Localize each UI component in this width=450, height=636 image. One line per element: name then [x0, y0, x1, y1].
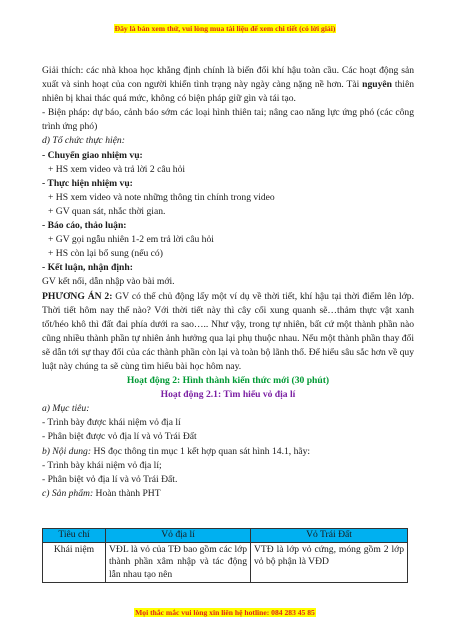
header-earth-crust: Vỏ Trái Đất	[251, 529, 408, 543]
cell-geographic-shell: VĐL là vỏ của TĐ bao gồm các lớp thành phần xâm nhập và tác động lẫn nhau tạo nên	[106, 542, 251, 583]
preview-notice-banner	[0, 24, 450, 33]
table-row	[43, 542, 408, 583]
step-report-item: + GV gọi ngẫu nhiên 1-2 em trả lời câu hỏi	[48, 234, 214, 246]
hotline-text: Mọi thắc mắc vui lòng xin liên hệ hotline: 084 283 45 85	[135, 608, 315, 617]
step-perform-item: + HS xem video và note những thông tin chính trong video	[48, 191, 275, 203]
explanation-bold-word: nguyên	[362, 79, 392, 91]
option-2-label: PHƯƠNG ÁN 2:	[42, 290, 113, 302]
step-perform-item: + GV quan sát, nhắc thời gian.	[48, 205, 166, 217]
explanation-text-b: thiên nhiên bị khai thác quá mức, không có biện pháp giữ gìn và tái tạo.	[42, 79, 414, 105]
table-header-row	[43, 529, 408, 543]
product-paragraph	[42, 487, 414, 501]
explanation-paragraph	[42, 64, 414, 106]
goal-item: - Trình bày được khái niệm vỏ địa lí	[42, 417, 181, 429]
step-conclude-title: - Kết luận, nhận định:	[42, 262, 133, 274]
step-report-title: - Báo cáo, thảo luận:	[42, 220, 127, 232]
content-item: - Phân biệt vỏ địa lí và vỏ Trái Đất.	[42, 473, 178, 485]
header-criterion: Tiêu chí	[43, 529, 106, 543]
cell-criterion: Khái niệm	[43, 542, 106, 583]
step-perform-title: - Thực hiện nhiệm vụ:	[42, 177, 133, 189]
content-item: - Trình bày khái niệm vỏ địa lí;	[42, 459, 162, 471]
explanation-text-a: Giải thích: các nhà khoa học khẳng định chính là biến đổi khí hậu toàn cầu. Các hoạt động sản xuất và sinh hoạt của con người khiến tình trạng này ngày càng nặng nề hơn. Tài	[42, 65, 414, 91]
product-text: Hoàn thành PHT	[93, 487, 161, 499]
preview-notice-text: Đây là bản xem thử, vui lòng mua tài liệu để xem chi tiết (có lời giải)	[114, 24, 336, 33]
step-conclude-text: GV kết nối, dẫn nhập vào bài mới.	[42, 276, 175, 288]
option-2-text: GV có thể chủ động lấy một ví dụ về thời tiết, khí hậu tại thời điểm lên lớp. Thời tiết hôm nay thế nào? Với thời tiết này thì cây cối xung quanh sẽ…thảm thực vật xanh tốt/héo khô thì đất đai phía dưới ra sao….. Như vậy, trong tự nhiên, bất cứ một thành phần nào cũng nhiều thành phần tự nhiên ảnh hưởng qua lại phụ thuộc nhau. Nếu một thành phần thay đổi sẽ dẫn tới sự thay đổi của các thành phần còn lại và toàn bộ lãnh thổ. Để hiểu sâu sắc hơn về quy luật này chúng ta sẽ cùng tìm hiểu bài học hôm nay.	[42, 290, 414, 372]
cell-earth-crust: VTĐ là lớp vỏ cứng, móng gồm 2 lớp vỏ bộ phận là VĐD	[251, 542, 408, 583]
hotline-banner	[0, 608, 450, 617]
step-assign-item: + HS xem video và trả lời 2 câu hỏi	[48, 163, 186, 175]
goal-item: - Phân biệt được vỏ địa lí và vỏ Trái Đất	[42, 431, 197, 443]
product-label: c) Sản phẩm:	[42, 487, 94, 499]
content-paragraph	[42, 445, 414, 459]
comparison-table	[42, 528, 408, 583]
measures-paragraph: - Biện pháp: dự báo, cảnh báo sớm các loại hình thiên tai; nâng cao năng lực ứng phó (các công trình ứng phó)	[42, 107, 414, 133]
header-geographic-shell: Vỏ địa lí	[106, 529, 251, 543]
goal-heading: a) Mục tiêu:	[42, 403, 90, 415]
content-label: b) Nội dung:	[42, 445, 92, 457]
step-report-item: + HS còn lại bổ sung (nếu có)	[48, 248, 163, 260]
document-body	[42, 64, 414, 501]
activity-2-1-heading: Hoạt động 2.1: Tìm hiểu vỏ địa lí	[160, 389, 296, 401]
step-assign-title: - Chuyển giao nhiệm vụ:	[42, 149, 143, 161]
option-2-paragraph	[42, 290, 414, 375]
activity-2-heading: Hoạt động 2: Hình thành kiến thức mới (30 phút)	[126, 375, 330, 387]
organization-heading: d) Tổ chức thực hiện:	[42, 135, 125, 147]
content-text: HS đọc thông tin mục 1 kết hợp quan sát hình 14.1, hãy:	[91, 445, 311, 457]
